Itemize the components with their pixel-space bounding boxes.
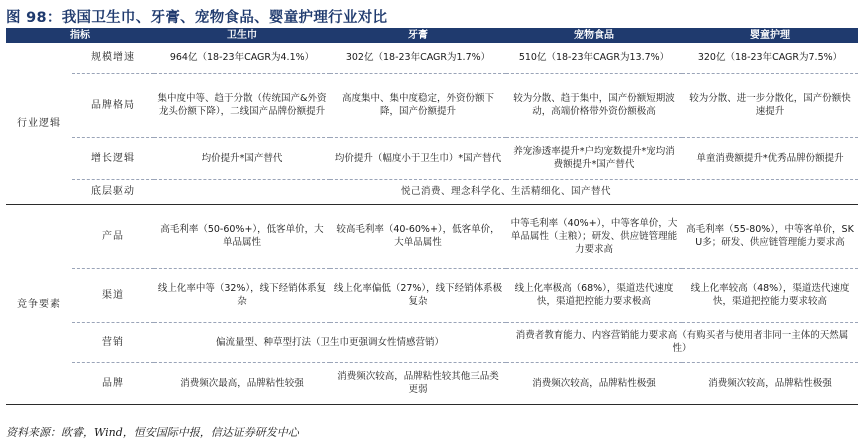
cell-marketing-sanitary-toothpaste: 偏流量型、种草型打法（卫生巾更强调女性情感营销）	[154, 322, 506, 362]
cell-product-sanitary: 高毛利率（50-60%+），低客单价，大单品属性	[154, 204, 330, 268]
indicator-brand-pattern: 品牌格局	[72, 73, 154, 137]
cell-scale-toothpaste: 302亿（18-23年CAGR为1.7%）	[330, 43, 506, 73]
cell-product-petfood: 中等毛利率（40%+），中等客单价，大单品属性（主粮）；研发、供应链管理能力要求高	[506, 204, 682, 268]
cell-brand-babycare: 消费频次较高，品牌粘性极强	[682, 362, 858, 404]
header-pet-food: 宠物食品	[506, 28, 682, 43]
header-sanitary-napkin: 卫生巾	[154, 28, 330, 43]
indicator-marketing: 营销	[72, 322, 154, 362]
table-row	[6, 268, 858, 322]
table-row	[6, 362, 858, 404]
cell-growth-toothpaste: 均价提升（幅度小于卫生巾）*国产替代	[330, 137, 506, 179]
comparison-table	[6, 28, 858, 405]
cell-channel-petfood: 线上化率极高（68%），渠道迭代速度快，渠道把控能力要求极高	[506, 268, 682, 322]
cell-scale-sanitary: 964亿（18-23年CAGR为4.1%）	[154, 43, 330, 73]
cell-marketing-petfood-babycare: 消费者教育能力、内容营销能力要求高（有购买者与使用者非同一主体的天然属性）	[506, 322, 858, 362]
table-row	[6, 179, 858, 204]
indicator-scale-growth: 规模增速	[72, 43, 154, 73]
table-row	[6, 204, 858, 268]
cell-channel-sanitary: 线上化率中等（32%），线下经销体系复杂	[154, 268, 330, 322]
indicator-brand: 品牌	[72, 362, 154, 404]
cell-pattern-petfood: 较为分散、趋于集中，国产份额短期波动，高端价格带外资份额极高	[506, 73, 682, 137]
cell-brand-sanitary: 消费频次最高，品牌粘性较强	[154, 362, 330, 404]
cell-scale-petfood: 510亿（18-23年CAGR为13.7%）	[506, 43, 682, 73]
cell-scale-babycare: 320亿（18-23年CAGR为7.5%）	[682, 43, 858, 73]
cell-pattern-sanitary: 集中度中等、趋于分散（传统国产&外资龙头份额下降），二线国产品牌份额提升	[154, 73, 330, 137]
cell-product-toothpaste: 较高毛利率（40-60%+），低客单价，大单品属性	[330, 204, 506, 268]
cell-product-babycare: 高毛利率（55-80%），中等客单价，SKU多；研发、供应链管理能力要求高	[682, 204, 858, 268]
table-row	[6, 73, 858, 137]
table-row	[6, 137, 858, 179]
figure-title: 图 98：我国卫生巾、牙膏、宠物食品、婴童护理行业对比	[6, 10, 388, 26]
indicator-channel: 渠道	[72, 268, 154, 322]
cell-channel-babycare: 线上化率较高（48%），渠道迭代速度快，渠道把控能力要求较高	[682, 268, 858, 322]
group-label-industry-logic: 行业逻辑	[6, 43, 72, 204]
cell-brand-petfood: 消费频次较高，品牌粘性极强	[506, 362, 682, 404]
table-row	[6, 43, 858, 73]
indicator-product: 产品	[72, 204, 154, 268]
cell-driver-merged: 悦己消费、理念科学化、生活精细化、国产替代	[154, 179, 858, 204]
cell-channel-toothpaste: 线上化率偏低（27%），线下经销体系极复杂	[330, 268, 506, 322]
cell-growth-petfood: 养宠渗透率提升*户均宠数提升*宠均消费额提升*国产替代	[506, 137, 682, 179]
header-indicator: 指标	[6, 28, 154, 43]
cell-pattern-toothpaste: 高度集中、集中度稳定，外资份额下降，国产份额提升	[330, 73, 506, 137]
indicator-underlying-driver: 底层驱动	[72, 179, 154, 204]
header-baby-care: 婴童护理	[682, 28, 858, 43]
cell-growth-sanitary: 均价提升*国产替代	[154, 137, 330, 179]
cell-brand-toothpaste: 消费频次较高，品牌粘性较其他三品类更弱	[330, 362, 506, 404]
table-row	[6, 322, 858, 362]
cell-pattern-babycare: 较为分散、进一步分散化，国产份额快速提升	[682, 73, 858, 137]
header-toothpaste: 牙膏	[330, 28, 506, 43]
source-note: 资料来源：欧睿，Wind，恒安国际中报，信达证券研发中心	[6, 426, 299, 439]
table-header-row	[6, 28, 858, 43]
indicator-growth-logic: 增长逻辑	[72, 137, 154, 179]
group-label-competition: 竞争要素	[6, 204, 72, 404]
cell-growth-babycare: 单童消费额提升*优秀品牌份额提升	[682, 137, 858, 179]
